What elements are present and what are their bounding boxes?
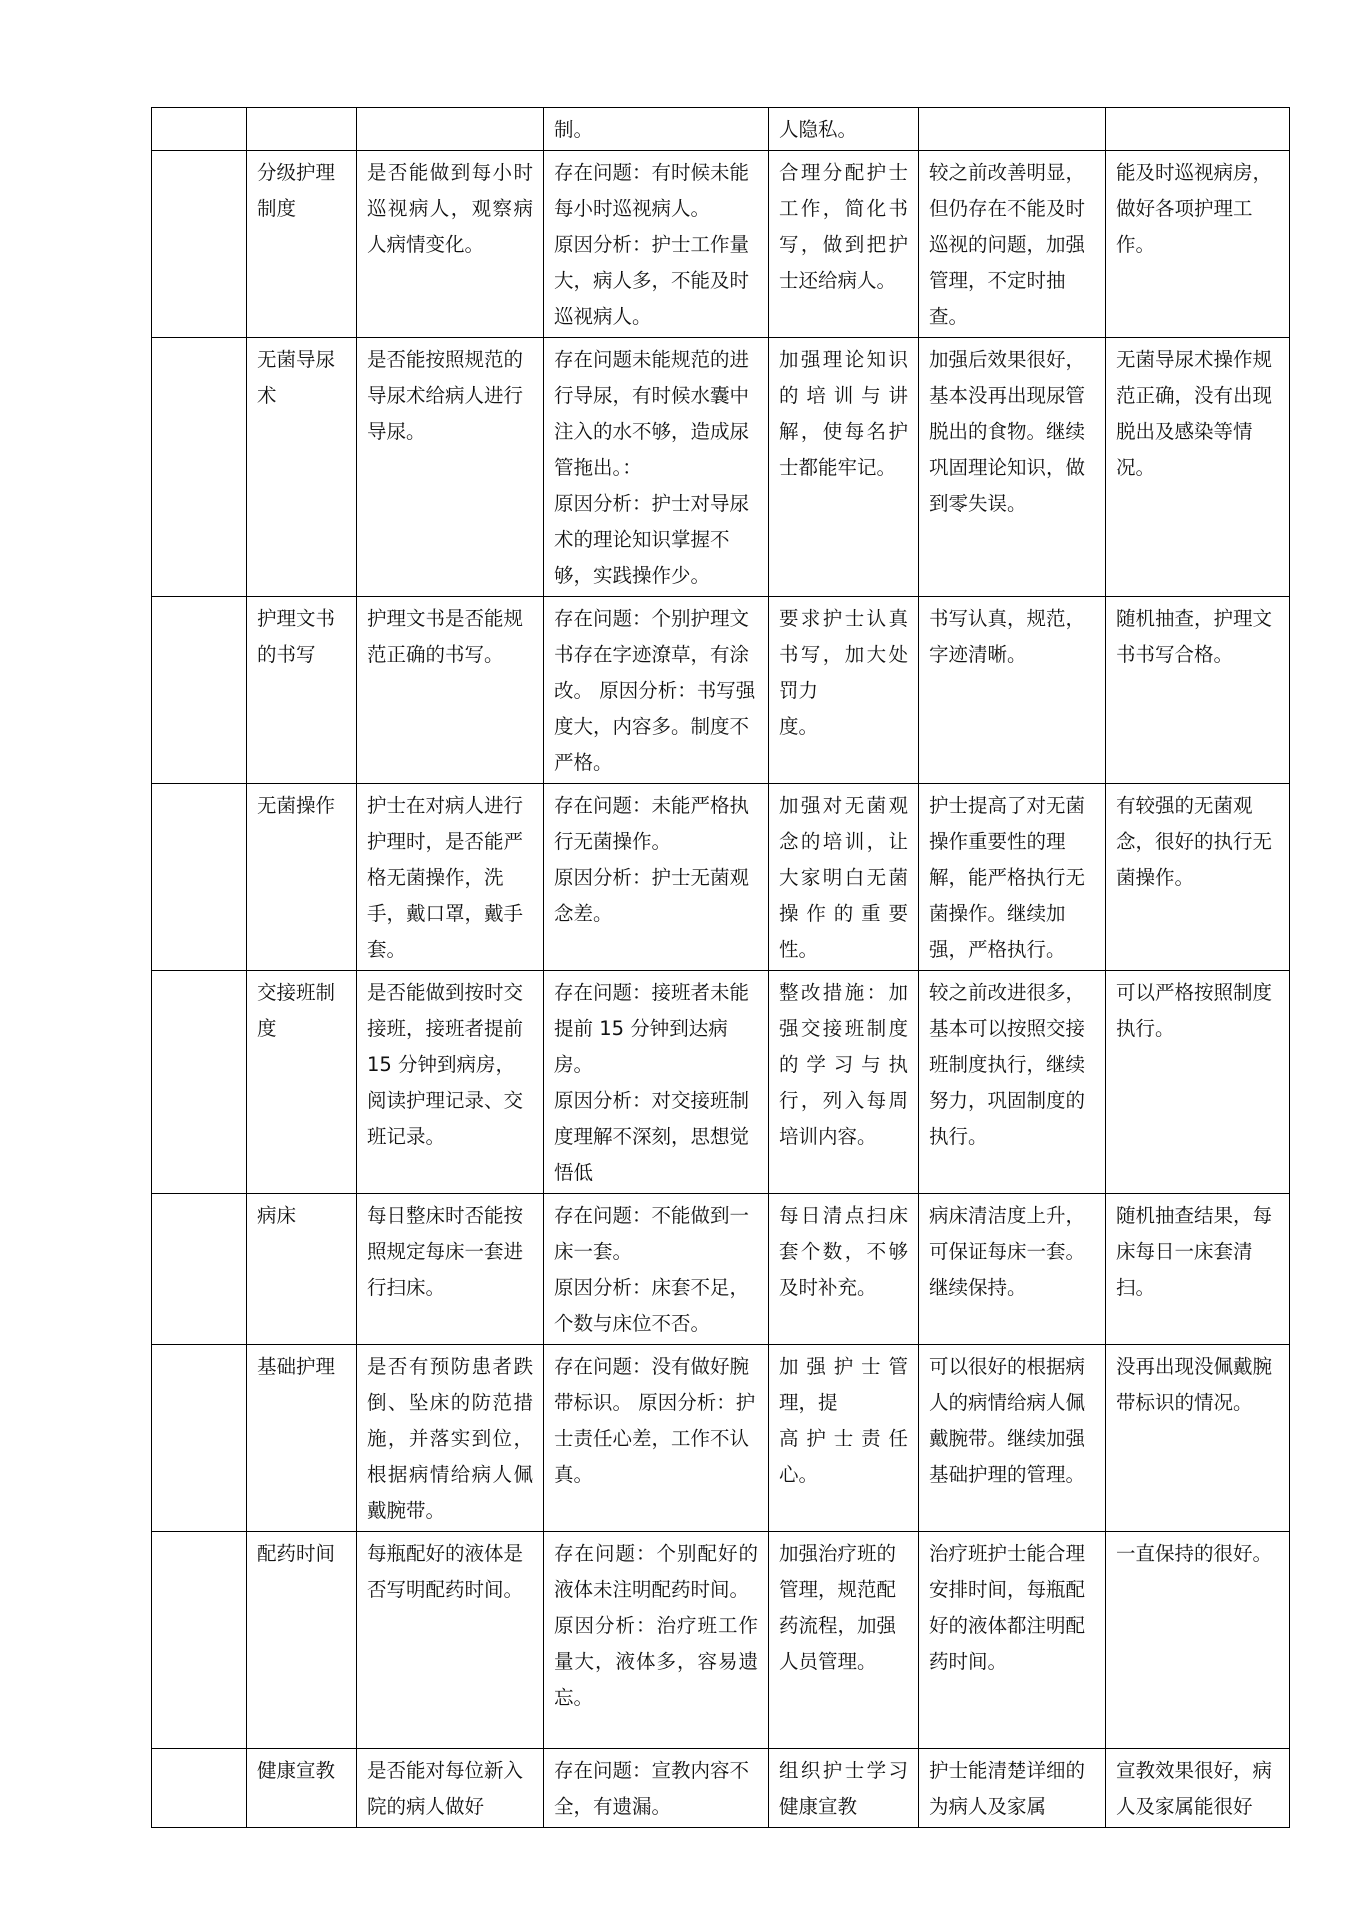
table-cell-standard bbox=[357, 108, 544, 151]
table-cell-standard: 每瓶配好的液体是否写明配药时间。 bbox=[357, 1532, 544, 1749]
table-cell-standard: 是否能做到按时交接班，接班者提前 15 分钟到病房，阅读护理记录、交班记录。 bbox=[357, 971, 544, 1194]
table-cell-effect: 治疗班护士能合理安排时间，每瓶配好的液体都注明配药时间。 bbox=[919, 1532, 1106, 1749]
table-cell-result: 随机抽查，护理文书书写合格。 bbox=[1106, 597, 1290, 784]
table-cell-result: 能及时巡视病房，做好各项护理工作。 bbox=[1106, 151, 1290, 338]
table-cell-effect: 可以很好的根据病人的病情给病人佩戴腕带。继续加强基础护理的管理。 bbox=[919, 1345, 1106, 1532]
table-cell-standard: 是否能做到每小时巡视病人，观察病人病情变化。 bbox=[357, 151, 544, 338]
table-cell-blank bbox=[152, 338, 247, 597]
table-cell-blank bbox=[152, 1532, 247, 1749]
table-cell-item: 交接班制度 bbox=[247, 971, 357, 1194]
table-cell-measure: 要求护士认真书写，加大处罚力 度。 bbox=[769, 597, 919, 784]
table-cell-measure: 每日清点扫床套个数，不够及时补充。 bbox=[769, 1194, 919, 1345]
table-row bbox=[152, 784, 1290, 971]
table-cell-effect: 加强后效果很好，基本没再出现尿管脱出的食物。继续巩固理论知识，做到零失误。 bbox=[919, 338, 1106, 597]
table-cell-standard: 每日整床时否能按照规定每床一套进行扫床。 bbox=[357, 1194, 544, 1345]
table-cell-standard: 护理文书是否能规范正确的书写。 bbox=[357, 597, 544, 784]
table-cell-measure: 组织护士学习健康宣教 bbox=[769, 1749, 919, 1828]
table-cell-effect: 书写认真，规范，字迹清晰。 bbox=[919, 597, 1106, 784]
table-cell-item bbox=[247, 108, 357, 151]
table-cell-item: 配药时间 bbox=[247, 1532, 357, 1749]
table-cell-item: 无菌导尿术 bbox=[247, 338, 357, 597]
table-cell-effect: 护士提高了对无菌操作重要性的理解，能严格执行无菌操作。继续加强，严格执行。 bbox=[919, 784, 1106, 971]
table-cell-item: 分级护理制度 bbox=[247, 151, 357, 338]
table-row bbox=[152, 151, 1290, 338]
table-cell-standard: 护士在对病人进行护理时，是否能严格无菌操作，洗手，戴口罩，戴手套。 bbox=[357, 784, 544, 971]
table-row bbox=[152, 597, 1290, 784]
table-cell-blank bbox=[152, 1345, 247, 1532]
table-cell-effect: 病床清洁度上升，可保证每床一套。继续保持。 bbox=[919, 1194, 1106, 1345]
table-cell-problem: 存在问题：个别配好的液体未注明配药时间。 原因分析：治疗班工作量大，液体多，容易遗忘。 bbox=[544, 1532, 769, 1749]
table-cell-measure: 整改措施：加强交接班制度的学习与执行，列入每周培训内容。 bbox=[769, 971, 919, 1194]
table-row bbox=[152, 1194, 1290, 1345]
table-cell-effect: 护士能清楚详细的为病人及家属 bbox=[919, 1749, 1106, 1828]
table-cell-measure: 加强对无菌观念的培训，让大家明白无菌操作的重要性。 bbox=[769, 784, 919, 971]
table-cell-measure: 人隐私。 bbox=[769, 108, 919, 151]
table-row bbox=[152, 971, 1290, 1194]
table-cell-result: 随机抽查结果，每床每日一床套清扫。 bbox=[1106, 1194, 1290, 1345]
table-cell-result: 宣教效果很好，病人及家属能很好 bbox=[1106, 1749, 1290, 1828]
table-cell-item: 健康宣教 bbox=[247, 1749, 357, 1828]
table-cell-result: 无菌导尿术操作规范正确，没有出现脱出及感染等情况。 bbox=[1106, 338, 1290, 597]
table-cell-problem: 制。 bbox=[544, 108, 769, 151]
table-row bbox=[152, 1532, 1290, 1749]
table-cell-blank bbox=[152, 108, 247, 151]
table-cell-standard: 是否能按照规范的导尿术给病人进行导尿。 bbox=[357, 338, 544, 597]
table-cell-effect: 较之前改进很多，基本可以按照交接班制度执行，继续努力，巩固制度的执行。 bbox=[919, 971, 1106, 1194]
nursing-quality-table bbox=[151, 107, 1290, 1828]
table-cell-item: 病床 bbox=[247, 1194, 357, 1345]
table-cell-blank bbox=[152, 597, 247, 784]
table-cell-problem: 存在问题：宣教内容不全，有遗漏。 bbox=[544, 1749, 769, 1828]
table-cell-result: 没再出现没佩戴腕带标识的情况。 bbox=[1106, 1345, 1290, 1532]
table-row bbox=[152, 1749, 1290, 1828]
table-cell-problem: 存在问题：未能严格执行无菌操作。 原因分析：护士无菌观念差。 bbox=[544, 784, 769, 971]
table-cell-result: 有较强的无菌观念，很好的执行无菌操作。 bbox=[1106, 784, 1290, 971]
table-cell-blank bbox=[152, 151, 247, 338]
table-cell-standard: 是否能对每位新入院的病人做好 bbox=[357, 1749, 544, 1828]
table-cell-effect bbox=[919, 108, 1106, 151]
table-cell-problem: 存在问题：不能做到一床一套。 原因分析：床套不足，个数与床位不否。 bbox=[544, 1194, 769, 1345]
table-cell-item: 无菌操作 bbox=[247, 784, 357, 971]
table-cell-blank bbox=[152, 971, 247, 1194]
table-cell-measure: 加强护士管理，提 高护士责任心。 bbox=[769, 1345, 919, 1532]
table-cell-result: 可以严格按照制度执行。 bbox=[1106, 971, 1290, 1194]
table-cell-item: 护理文书的书写 bbox=[247, 597, 357, 784]
table-cell-blank bbox=[152, 1194, 247, 1345]
table-cell-problem: 存在问题：个别护理文书存在字迹潦草，有涂改。 原因分析：书写强度大，内容多。制度不严格。 bbox=[544, 597, 769, 784]
table-cell-measure: 加强理论知识的培训与讲解，使每名护士都能牢记。 bbox=[769, 338, 919, 597]
table-row bbox=[152, 1345, 1290, 1532]
table-cell-problem: 存在问题：有时候未能每小时巡视病人。 原因分析：护士工作量大，病人多，不能及时巡视病人。 bbox=[544, 151, 769, 338]
table-row bbox=[152, 338, 1290, 597]
table-cell-problem: 存在问题：没有做好腕带标识。 原因分析：护士责任心差，工作不认真。 bbox=[544, 1345, 769, 1532]
table-cell-result bbox=[1106, 108, 1290, 151]
table-cell-effect: 较之前改善明显，但仍存在不能及时巡视的问题，加强管理，不定时抽查。 bbox=[919, 151, 1106, 338]
table-cell-problem: 存在问题：接班者未能提前 15 分钟到达病房。 原因分析：对交接班制度理解不深刻，思想觉悟低 bbox=[544, 971, 769, 1194]
table-cell-measure: 合理分配护士工作，简化书写，做到把护士还给病人。 bbox=[769, 151, 919, 338]
table-cell-standard: 是否有预防患者跌倒、坠床的防范措施，并落实到位，根据病情给病人佩戴腕带。 bbox=[357, 1345, 544, 1532]
table-cell-measure: 加强治疗班的管理，规范配药流程，加强人员管理。 bbox=[769, 1532, 919, 1749]
table-cell-blank bbox=[152, 1749, 247, 1828]
table-cell-problem: 存在问题未能规范的进行导尿，有时候水囊中注入的水不够，造成尿管拖出。： 原因分析：护士对导尿术的理论知识掌握不够，实践操作少。 bbox=[544, 338, 769, 597]
table-row bbox=[152, 108, 1290, 151]
table-cell-item: 基础护理 bbox=[247, 1345, 357, 1532]
table-cell-result: 一直保持的很好。 bbox=[1106, 1532, 1290, 1749]
table-cell-blank bbox=[152, 784, 247, 971]
